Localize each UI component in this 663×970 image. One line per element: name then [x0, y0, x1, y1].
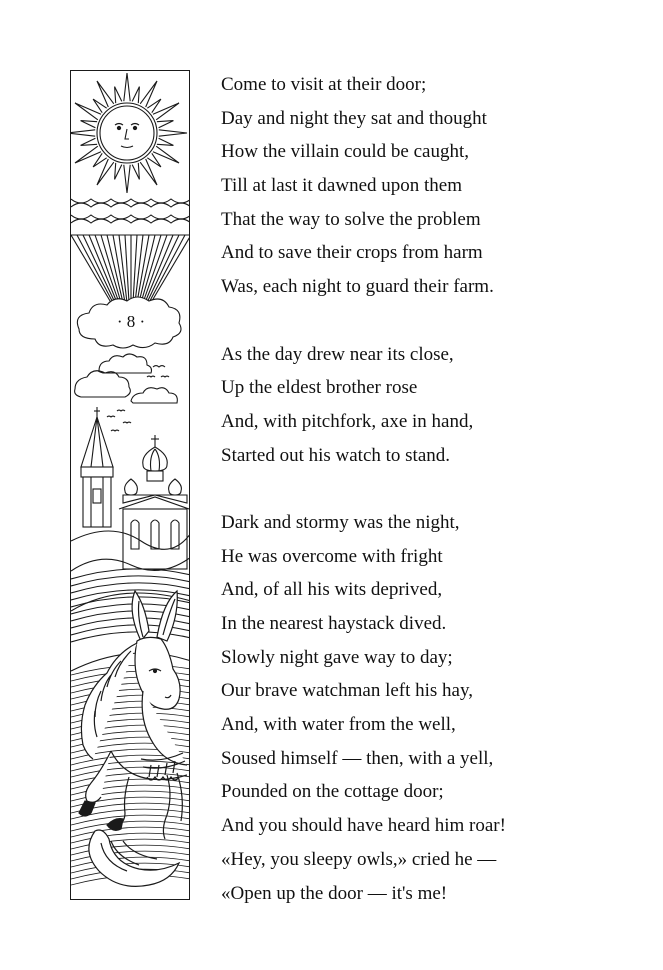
- tower-icon: [81, 407, 113, 527]
- poem-line: That the way to solve the problem: [221, 208, 481, 230]
- sun-face-icon: [71, 73, 187, 193]
- poem-line: How the villain could be caught,: [221, 141, 469, 163]
- poem-line: He was overcome with fright: [221, 545, 443, 567]
- poem-line: Our brave watchman left his hay,: [221, 680, 474, 702]
- poem-line: Pounded on the cottage door;: [221, 781, 444, 803]
- poem-line: And to save their crops from harm: [221, 242, 483, 264]
- poem-line: And, of all his wits deprived,: [221, 579, 443, 601]
- poem-line: Day and night they sat and thought: [221, 107, 487, 129]
- poem-line: And, with water from the well,: [221, 714, 456, 736]
- illustration-panel: [70, 70, 190, 900]
- poem-line: Dark and stormy was the night,: [221, 511, 460, 533]
- poem-line: Slowly night gave way to day;: [221, 646, 453, 668]
- poem-line: Up the eldest brother rose: [221, 377, 418, 399]
- poem-text: [221, 68, 641, 910]
- stanza: [221, 506, 641, 910]
- poem-line: «Hey, you sleepy owls,» cried he —: [221, 848, 497, 870]
- stanza: [221, 338, 641, 473]
- birds-icon: [107, 366, 169, 432]
- poem-line: «Open up the door — it's me!: [221, 882, 448, 904]
- page-number: · 8 ·: [116, 312, 146, 331]
- poem-line: And you should have heard him roar!: [221, 815, 506, 837]
- poem-line: Was, each night to guard their farm.: [221, 276, 494, 298]
- poem-line: And, with pitchfork, axe in hand,: [221, 410, 474, 432]
- stanza: [221, 68, 641, 304]
- poem-line: Started out his watch to stand.: [221, 444, 451, 466]
- clouds-icon: [71, 199, 190, 223]
- poem-line: As the day drew near its close,: [221, 343, 454, 365]
- poem-line: Come to visit at their door;: [221, 74, 427, 95]
- poem-line: Till at last it dawned upon them: [221, 175, 463, 197]
- horse-icon: [79, 591, 187, 886]
- church-domes-icon: [119, 435, 189, 569]
- poem-line: In the nearest haystack dived.: [221, 613, 447, 634]
- poem-line: Soused himself — then, with a yell,: [221, 747, 494, 769]
